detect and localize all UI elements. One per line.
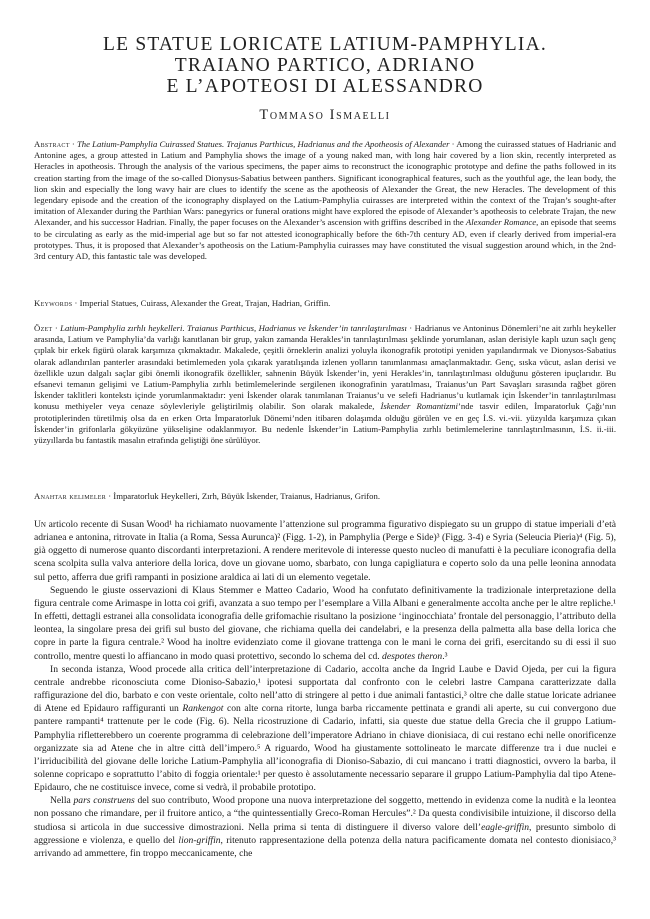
article-title-line-2: TRAIANO PARTICO, ADRIANO (174, 55, 476, 76)
keywords-text: · Imperial Statues, Cuirass, Alexander the Great, Trajan, Hadrian, Griffin. (72, 298, 331, 308)
body-despotes-theron: despotes theron (382, 650, 443, 662)
body-paragraph-3 (34, 663, 616, 795)
article-title-line-1: LE STATUE LORICATE LATIUM-PAMPHYLIA. (103, 34, 547, 55)
body-paragraph-4-d: , ritenuto rappresentazione della potenza della natura pacificamente domata nel contesto dionisiaco,³ arrivando ad ammettere, fin troppo meccanicamente, che (34, 834, 616, 859)
abstract-text: · Among the cuirassed statues of Hadrianic and Antonine ages, a group attested in Latium and Pamphylia shows the image of a young naked man, with long hair covered by a lion skin, recently interpreted as Heracles in apotheosis. Through the analysis of the various specimens, the paper aims to reconstruct the iconographic prototype and define the paths followed in its creation starting from the image of the so-called Dionysus-Sabatius between panthers. Significant iconographical features, such as the youthful age, the lean body, the lion skin and especially the long wavy hair are clues to identify the scene as the apotheosis of Alexander the Great, the new Heracles. The development of this legendary episode and the creation of the iconography displayed on the Latium-Pamphylia cuirasses are interpreted within the context of the Trajan’s sought-after imitation of Alexander during the Parthian Wars: panegyrics or funeral orations might have explored the episode of Alexander’s apotheosis to celebrate Trajan, the new Alexander, and his successor Hadrian. Finally, the paper focuses on the Alexander’s ascension with griffins described in the (34, 139, 616, 228)
ozet-turkish-title: Latium-Pamphylia zırhlı heykelleri. Traianus Parthicus, Hadrianus ve İskender’in tanrılaştırılması (60, 323, 407, 333)
body-paragraph-2-text: Seguendo le giuste osservazioni di Klaus Stemmer e Matteo Cadario, Wood ha confutato definitivamente la tradizionale interpretazione della figura centrale come Arimaspe in lotta coi grifi, avanzata a suo tempo per l’esemplare a Villa Albani e generalmente accolta anche per le altre repliche.¹ In effetti, dettagli estranei alla consolidata iconografia delle grifomachie risultano la posizione ‘inginocchiata’ frontale del personaggio, l’attributo della leontea, la singolare presa dei grifi sul busto del giovane, che richiama quella dei candelabri, e la presenza della palmetta alla base della lorica che copre in parte la figura centrale.² Wood ha inoltre evidenziato come il giovane trattenga con le mani le corna dei grifi, esercitando su di essi il suo controllo, mentre questi lo affiancano in modo quasi protettivo, secondo lo schema del cd. (34, 584, 616, 662)
body-pars-construens: pars construens (73, 795, 135, 807)
ozet-text-end: ’nde tasvir edilen, İmparatorluk Çağı’nın prototiplerinden türetilmiş olsa da en erken Orta İmparatorluk Dönemi’nden itibaren dolaşımda olduğu görülen ve en geç İ.S. vi.-vii. yüzyılda karşımıza çıkan İskender’in grifonlarla gökyüzüne yükselişine odaklanmıyor. Bu nedenle İskender’in Latium-Pamphylia zırhlı betimlemelerine tanrılaştırılmasının, İ.S. ii.-iii. yüzyıllarda bu fantastik masalın etrafında geliştiği öne sürülüyor. (34, 401, 617, 446)
anahtar-text: · İmparatorluk Heykelleri, Zırh, Büyük İskender, Traianus, Hadrianus, Grifon. (106, 491, 381, 501)
ozet-separator: · (52, 323, 61, 333)
anahtar-kelimeler-line (34, 491, 616, 502)
body-paragraph-4-a: Nella (50, 795, 74, 807)
ozet-paragraph (34, 323, 616, 446)
abstract-paragraph (34, 139, 616, 262)
abstract-romance-title: Alexander Romance (465, 217, 537, 228)
abstract-label: Abstract (34, 139, 70, 149)
ozet-text: · Hadrianus ve Antoninus Dönemleri’ne ait zırhlı heykeller arasında, Latium ve Pamphylia’da varlığı kanıtlanan bir grup, yakın zamanda Herakles’in tanrılaştırılması şeklinde yorumlanan, aslan derisiyle kaplı uzun saçlı genç çıplak bir erkek figürü olarak karşımıza çıkmaktadır. Makalede, çeşitli örneklerin analizi yoluyla ikonografik prototipi yeniden yapılandırmak ve Dionysos-Sabatius olarak adlandırılan panterler arasındaki betimlemeden yola çıkarak yaratılışında izlenen yolların tanımlanması amaçlanmaktadır. Genç, sıska vücut, aslan derisi ve özellikle uzun dalgalı saçlar gibi önemli ikonografik özellikler, sahnenin Büyük İskender’in, yeni Herakles’in, tanrılaştırılması olduğunu gösteren ipuçlarıdır. Bu efsanevi temanın gelişimi ve Latium-Pamphylia zırhlı betimlemelerinde sergilenen ikonografinin yaratılması, Traianus’un Part Savaşları sırasında rağbet gören İskender taklitleri kontekstı içinde yorumlanmaktadır: yeni İskender olarak tanımlanan Traianus’u ve selefi Hadrianus’u kutlamak için İskender’in tanrılaştırılması konusu methiyeler veya cenaze söylevleriyle geliştirilmiş olabilir. Son olarak makalede, (34, 323, 616, 412)
body-paragraph-3-text: In seconda istanza, Wood procede alla critica dell’interpretazione di Cadario, accolta anche da Ingrid Laube e David Ojeda, per cui la figura centrale andrebbe riconosciuta come Dioniso-Sabazio,¹ ipotesi supportata dal confronto con le celebri lastre Campana caratterizzate dalla raffigurazione del dio, barbato e con veste orientale, colto nell’atto di stringere al petto i due animali fantastici,³ oltre che dalle statue loricate adrianee di Atene ed Epidauro raffiguranti un (34, 663, 616, 715)
abstract-text-end: , an episode that seems to be circulating as early as the mid-imperial age but so far not attested iconographically before the 6th-7th century AD, even if clearly derived from imperial-era prototypes. Thus, it is proposed that Alexander’s apotheosis on the Latium-Pamphylia cuirasses may have constituted the visual suggestion around which, in the 2nd-3rd century AD, this fantastic tale was developed. (34, 217, 616, 262)
ozet-romance-title: İskender Romantizmi (380, 401, 458, 412)
abstract-separator: · (69, 139, 77, 149)
body-eagle-griffin: eagle-griffin (481, 821, 530, 833)
body-first-word: Un (34, 519, 46, 530)
article-title-line-3: E L’APOTEOSI DI ALESSANDRO (166, 76, 484, 97)
anahtar-label: Anahtar kelimeler (34, 491, 107, 501)
keywords-label: Keywords (34, 298, 73, 308)
article-body (34, 518, 616, 860)
body-lion-griffin: lion-griffin (178, 834, 221, 846)
body-paragraph-2 (34, 584, 616, 663)
body-rankengot: Rankengot (182, 703, 224, 715)
body-paragraph-1-text: articolo recente di Susan Wood¹ ha richiamato nuovamente l’attenzione sul programma figurativo dispiegato su un gruppo di statue imperiali d’età adrianea e antonina, ritrovate in Italia (a Roma, Sessa Aurunca)² (Figg. 1-2), in Pamphylia (Perge e Side)³ (Figg. 3-4) e Syria (Seleucia Pieria)⁴ (Fig. 5), già oggetto di numerose quanto discordanti interpretazioni. A rendere meritevole di interesse questo nucleo di manufatti è la peculiare iconografia della scena scolpita sulla valva anteriore della lorica, dove un giovane uomo, sbarbato, con lunga capigliatura e coperto solo da una pelle leonina annodata sul petto, afferra due grifi rampanti in posizione araldica ai lati di un elemento vegetale. (34, 519, 616, 583)
title-block (40, 34, 610, 124)
abstract-english-title: The Latium-Pamphylia Cuirassed Statues. Trajanus Parthicus, Hadrianus and the Apotheosis of Alexander (76, 139, 450, 149)
body-paragraph-2-end: .³ (442, 650, 448, 662)
ozet-label: Özet (34, 323, 53, 333)
author-name: Tommaso Ismaelli (259, 107, 391, 123)
body-paragraph-4-b: del suo contributo, Wood propone una nuova interpretazione del soggetto, mettendo in evidenza come la nudità e la leontea non possano che rimandare, per il fruitore antico, a “the quintessentially Greco-Roman Hercules”.² Da questa condivisibile intuizione, il discorso della studiosa si articola in due successive dimostrazioni. Nella prima si tenta di distinguere il diverso valore dell’ (34, 795, 616, 833)
body-paragraph-3-rest: con alte corna ritorte, lunga barba riccamente pettinata e grandi ali aperte, su cui convergono due pantere rampanti⁴ trattenute per le code (Fig. 6). Nella ricostruzione di Cadario, infatti, sia queste due statue della Grecia che il gruppo Latium-Pamphylia rifletterebbero un coerente programma di celebrazione dell’imperatore Adriano in chiave dionisiaca, di cui restano echi nelle onorificenze organizzate sia ad Atene che in altre città dell’impero.⁵ A riguardo, Wood ha giustamente sottolineato le marcate differenze tra i due nuclei e l’irriducibilità del giovane delle loriche Latium-Pamphylia all’iconografia di Dioniso-Sabazio, di cui mancano i tratti diagnostici, ovvero la barba, il solenne copricapo e soprattutto l’abito di foggia orientale:¹ per questo è assolutamente necessario separare il gruppo Latium-Pamphylia dal tipo Atene-Epidauro, che ne costituisce invece, come si vedrà, il probabile prototipo. (34, 703, 616, 794)
body-paragraph-4-c: , presunto simbolo di aggressione e violenza, e quello del (34, 821, 617, 846)
keywords-line (34, 298, 616, 309)
body-paragraph-1 (34, 518, 616, 584)
body-paragraph-4 (34, 794, 616, 860)
